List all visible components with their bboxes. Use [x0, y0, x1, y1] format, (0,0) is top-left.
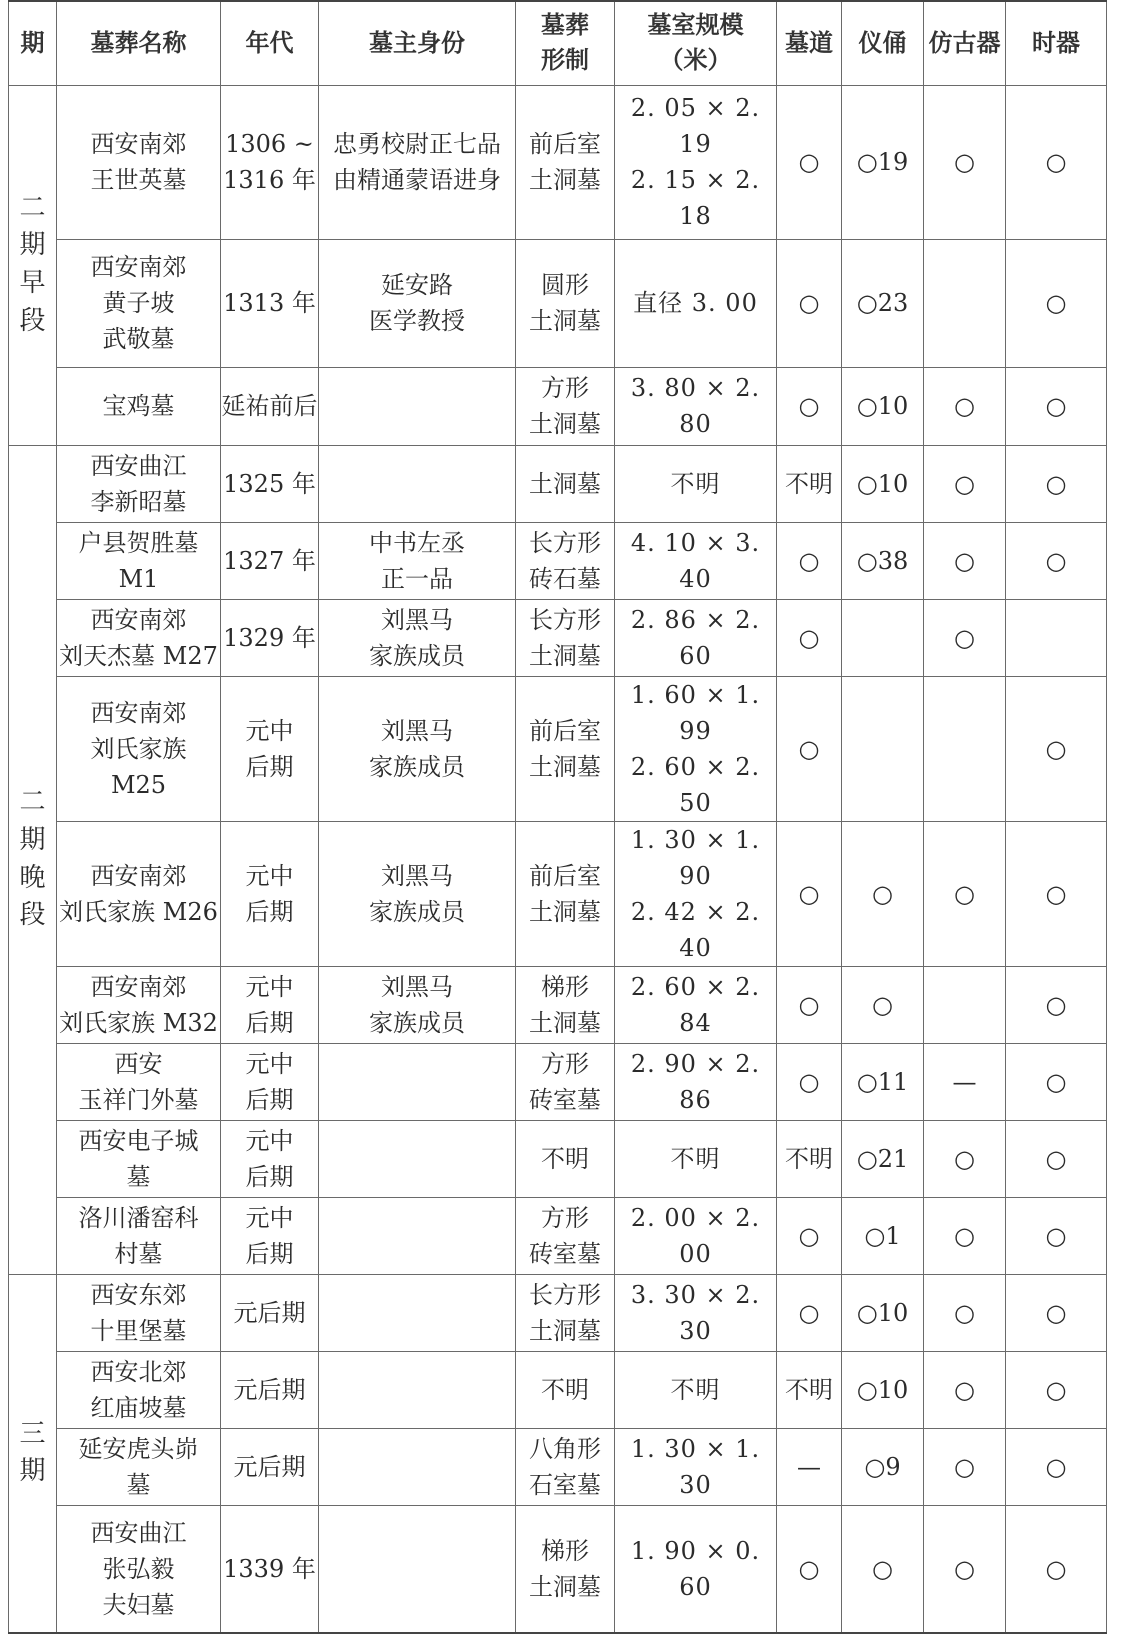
- figurines-cell: ○21: [842, 1120, 924, 1197]
- passage-cell: —: [777, 1428, 842, 1505]
- period-cell: 二 期 早 段: [9, 85, 57, 445]
- tomb-name-cell: 西安东郊 十里堡墓: [57, 1274, 221, 1351]
- chamber-size-cell: 1. 30 × 1. 30: [615, 1428, 777, 1505]
- tomb-form-cell: 圆形 土洞墓: [516, 239, 615, 367]
- figurines-cell: ○9: [842, 1428, 924, 1505]
- table-row: [9, 821, 1107, 966]
- date-cell: 1327 年: [221, 522, 319, 599]
- tomb-form-cell: 不明: [516, 1351, 615, 1428]
- figurines-cell: ○: [842, 1505, 924, 1633]
- passage-cell: ○: [777, 85, 842, 239]
- date-cell: 元中 后期: [221, 676, 319, 821]
- owner-identity-cell: [319, 1274, 516, 1351]
- owner-identity-cell: 刘黑马 家族成员: [319, 966, 516, 1043]
- contemporary-vessels-cell: ○: [1006, 367, 1107, 445]
- archaic-vessels-cell: ○: [924, 1351, 1006, 1428]
- tomb-form-cell: 方形 砖室墓: [516, 1043, 615, 1120]
- tomb-form-cell: 八角形 石室墓: [516, 1428, 615, 1505]
- owner-identity-cell: 刘黑马 家族成员: [319, 599, 516, 676]
- tomb-form-cell: 前后室 土洞墓: [516, 821, 615, 966]
- figurines-cell: ○: [842, 966, 924, 1043]
- tomb-form-cell: 前后室 土洞墓: [516, 676, 615, 821]
- tomb-form-cell: 土洞墓: [516, 445, 615, 522]
- chamber-size-cell: 2. 05 × 2. 19 2. 15 × 2. 18: [615, 85, 777, 239]
- table-row: [9, 1505, 1107, 1633]
- archaic-vessels-cell: ○: [924, 522, 1006, 599]
- contemporary-vessels-cell: ○: [1006, 1274, 1107, 1351]
- header-passage: 墓道: [777, 1, 842, 85]
- passage-cell: ○: [777, 676, 842, 821]
- date-cell: 元后期: [221, 1274, 319, 1351]
- table-row: [9, 522, 1107, 599]
- owner-identity-cell: [319, 1351, 516, 1428]
- chamber-size-cell: 不明: [615, 1120, 777, 1197]
- figurines-cell: ○10: [842, 445, 924, 522]
- figurines-cell: ○: [842, 821, 924, 966]
- archaic-vessels-cell: [924, 239, 1006, 367]
- owner-identity-cell: 延安路 医学教授: [319, 239, 516, 367]
- chamber-size-cell: 3. 30 × 2. 30: [615, 1274, 777, 1351]
- passage-cell: ○: [777, 599, 842, 676]
- date-cell: 元中 后期: [221, 1197, 319, 1274]
- archaic-vessels-cell: ○: [924, 367, 1006, 445]
- table-row: [9, 1428, 1107, 1505]
- passage-cell: ○: [777, 1043, 842, 1120]
- chamber-size-cell: 不明: [615, 1351, 777, 1428]
- header-period: 期: [9, 1, 57, 85]
- owner-identity-cell: [319, 1120, 516, 1197]
- date-cell: 元中 后期: [221, 1043, 319, 1120]
- tomb-name-cell: 西安电子城 墓: [57, 1120, 221, 1197]
- table-row: [9, 1351, 1107, 1428]
- tomb-name-cell: 西安南郊 刘氏家族 M25: [57, 676, 221, 821]
- header-row: [9, 1, 1107, 85]
- tomb-name-cell: 西安南郊 刘天杰墓 M27: [57, 599, 221, 676]
- date-cell: 延祐前后: [221, 367, 319, 445]
- chamber-size-cell: 直径 3. 00: [615, 239, 777, 367]
- tomb-form-cell: 不明: [516, 1120, 615, 1197]
- figurines-cell: ○23: [842, 239, 924, 367]
- table-row: [9, 1197, 1107, 1274]
- table-row: [9, 1120, 1107, 1197]
- passage-cell: ○: [777, 821, 842, 966]
- archaic-vessels-cell: ○: [924, 1428, 1006, 1505]
- chamber-size-cell: 不明: [615, 445, 777, 522]
- chamber-size-cell: 2. 00 × 2. 00: [615, 1197, 777, 1274]
- chamber-size-cell: 1. 30 × 1. 90 2. 42 × 2. 40: [615, 821, 777, 966]
- table-body: [9, 85, 1107, 1633]
- header-contemporary-vessels: 时器: [1006, 1, 1107, 85]
- contemporary-vessels-cell: ○: [1006, 1043, 1107, 1120]
- owner-identity-cell: 忠勇校尉正七品 由精通蒙语进身: [319, 85, 516, 239]
- contemporary-vessels-cell: ○: [1006, 445, 1107, 522]
- figurines-cell: ○10: [842, 367, 924, 445]
- passage-cell: ○: [777, 367, 842, 445]
- owner-identity-cell: 中书左丞 正一品: [319, 522, 516, 599]
- period-cell: 三 期: [9, 1274, 57, 1633]
- period-cell: 二 期 晚 段: [9, 445, 57, 1274]
- tomb-form-cell: 长方形 土洞墓: [516, 1274, 615, 1351]
- header-owner-identity: 墓主身份: [319, 1, 516, 85]
- contemporary-vessels-cell: ○: [1006, 966, 1107, 1043]
- contemporary-vessels-cell: ○: [1006, 821, 1107, 966]
- archaic-vessels-cell: ○: [924, 1505, 1006, 1633]
- header-chamber-size: 墓室规模 （米）: [615, 1, 777, 85]
- tomb-form-cell: 方形 土洞墓: [516, 367, 615, 445]
- tomb-name-cell: 西安南郊 刘氏家族 M26: [57, 821, 221, 966]
- table-row: [9, 1043, 1107, 1120]
- tomb-name-cell: 西安南郊 刘氏家族 M32: [57, 966, 221, 1043]
- passage-cell: ○: [777, 1274, 842, 1351]
- owner-identity-cell: 刘黑马 家族成员: [319, 676, 516, 821]
- archaic-vessels-cell: ○: [924, 85, 1006, 239]
- header-figurines: 仪俑: [842, 1, 924, 85]
- figurines-cell: ○19: [842, 85, 924, 239]
- tomb-name-cell: 西安北郊 红庙坡墓: [57, 1351, 221, 1428]
- tomb-name-cell: 西安曲江 张弘毅 夫妇墓: [57, 1505, 221, 1633]
- table-row: [9, 239, 1107, 367]
- passage-cell: ○: [777, 1197, 842, 1274]
- date-cell: 1325 年: [221, 445, 319, 522]
- tomb-name-cell: 洛川潘窑科 村墓: [57, 1197, 221, 1274]
- archaic-vessels-cell: ○: [924, 599, 1006, 676]
- figurines-cell: ○11: [842, 1043, 924, 1120]
- archaic-vessels-cell: —: [924, 1043, 1006, 1120]
- passage-cell: ○: [777, 966, 842, 1043]
- contemporary-vessels-cell: ○: [1006, 1505, 1107, 1633]
- contemporary-vessels-cell: ○: [1006, 676, 1107, 821]
- header-tomb-form: 墓葬 形制: [516, 1, 615, 85]
- header-date: 年代: [221, 1, 319, 85]
- header-tomb-name: 墓葬名称: [57, 1, 221, 85]
- archaic-vessels-cell: ○: [924, 445, 1006, 522]
- tomb-form-cell: 长方形 土洞墓: [516, 599, 615, 676]
- owner-identity-cell: [319, 367, 516, 445]
- passage-cell: 不明: [777, 1351, 842, 1428]
- passage-cell: 不明: [777, 1120, 842, 1197]
- archaic-vessels-cell: [924, 966, 1006, 1043]
- contemporary-vessels-cell: ○: [1006, 1120, 1107, 1197]
- owner-identity-cell: [319, 1505, 516, 1633]
- passage-cell: ○: [777, 1505, 842, 1633]
- date-cell: 1339 年: [221, 1505, 319, 1633]
- date-cell: 1306 ~ 1316 年: [221, 85, 319, 239]
- date-cell: 元中 后期: [221, 821, 319, 966]
- owner-identity-cell: [319, 1043, 516, 1120]
- contemporary-vessels-cell: [1006, 599, 1107, 676]
- passage-cell: 不明: [777, 445, 842, 522]
- tomb-form-cell: 梯形 土洞墓: [516, 1505, 615, 1633]
- contemporary-vessels-cell: ○: [1006, 1351, 1107, 1428]
- chamber-size-cell: 1. 60 × 1. 99 2. 60 × 2. 50: [615, 676, 777, 821]
- chamber-size-cell: 3. 80 × 2. 80: [615, 367, 777, 445]
- archaic-vessels-cell: ○: [924, 1120, 1006, 1197]
- date-cell: 1313 年: [221, 239, 319, 367]
- table-row: [9, 966, 1107, 1043]
- table-row: [9, 367, 1107, 445]
- chamber-size-cell: 2. 60 × 2. 84: [615, 966, 777, 1043]
- figurines-cell: ○1: [842, 1197, 924, 1274]
- archaic-vessels-cell: [924, 676, 1006, 821]
- table-row: [9, 85, 1107, 239]
- passage-cell: ○: [777, 522, 842, 599]
- tomb-name-cell: 延安虎头峁 墓: [57, 1428, 221, 1505]
- owner-identity-cell: 刘黑马 家族成员: [319, 821, 516, 966]
- contemporary-vessels-cell: ○: [1006, 85, 1107, 239]
- archaic-vessels-cell: ○: [924, 1197, 1006, 1274]
- figurines-cell: [842, 599, 924, 676]
- tomb-form-cell: 方形 砖室墓: [516, 1197, 615, 1274]
- date-cell: 1329 年: [221, 599, 319, 676]
- contemporary-vessels-cell: ○: [1006, 239, 1107, 367]
- tomb-form-cell: 长方形 砖石墓: [516, 522, 615, 599]
- tomb-name-cell: 西安南郊 黄子坡 武敬墓: [57, 239, 221, 367]
- tomb-form-cell: 前后室 土洞墓: [516, 85, 615, 239]
- chamber-size-cell: 2. 86 × 2. 60: [615, 599, 777, 676]
- contemporary-vessels-cell: ○: [1006, 1428, 1107, 1505]
- chamber-size-cell: 4. 10 × 3. 40: [615, 522, 777, 599]
- figurines-cell: ○10: [842, 1274, 924, 1351]
- tomb-form-cell: 梯形 土洞墓: [516, 966, 615, 1043]
- tomb-name-cell: 户县贺胜墓 M1: [57, 522, 221, 599]
- table-row: [9, 1274, 1107, 1351]
- owner-identity-cell: [319, 445, 516, 522]
- chamber-size-cell: 1. 90 × 0. 60: [615, 1505, 777, 1633]
- tomb-name-cell: 西安南郊 王世英墓: [57, 85, 221, 239]
- archaic-vessels-cell: ○: [924, 1274, 1006, 1351]
- contemporary-vessels-cell: ○: [1006, 522, 1107, 599]
- date-cell: 元中 后期: [221, 1120, 319, 1197]
- figurines-cell: ○10: [842, 1351, 924, 1428]
- owner-identity-cell: [319, 1197, 516, 1274]
- date-cell: 元后期: [221, 1351, 319, 1428]
- tomb-table: [8, 0, 1107, 1634]
- tomb-name-cell: 宝鸡墓: [57, 367, 221, 445]
- table-row: [9, 599, 1107, 676]
- passage-cell: ○: [777, 239, 842, 367]
- contemporary-vessels-cell: ○: [1006, 1197, 1107, 1274]
- date-cell: 元后期: [221, 1428, 319, 1505]
- archaic-vessels-cell: ○: [924, 821, 1006, 966]
- figurines-cell: [842, 676, 924, 821]
- tomb-name-cell: 西安 玉祥门外墓: [57, 1043, 221, 1120]
- table-row: [9, 445, 1107, 522]
- owner-identity-cell: [319, 1428, 516, 1505]
- table-row: [9, 676, 1107, 821]
- chamber-size-cell: 2. 90 × 2. 86: [615, 1043, 777, 1120]
- header-archaic-vessels: 仿古器: [924, 1, 1006, 85]
- figurines-cell: ○38: [842, 522, 924, 599]
- date-cell: 元中 后期: [221, 966, 319, 1043]
- tomb-name-cell: 西安曲江 李新昭墓: [57, 445, 221, 522]
